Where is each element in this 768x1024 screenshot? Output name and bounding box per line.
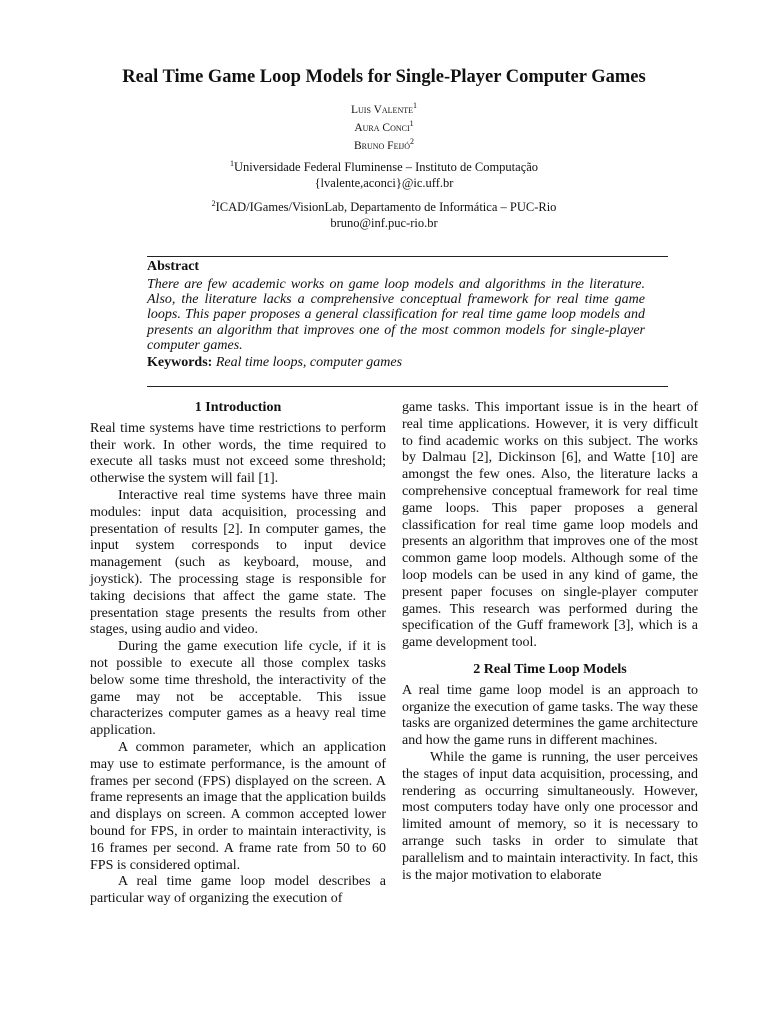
author: Luis Valente$^1$ xyxy=(351,101,417,116)
paragraph: A real time game loop model describes a particular way of organizing the execution of xyxy=(90,874,386,907)
paragraph: A real time game loop model is an approach to organize the execution of game tasks. The way these tasks are organized determines the game architecture and how the game runs in different machines. xyxy=(402,682,698,749)
paragraph: Interactive real time systems have three main modules: input data acquisition, processing and presentation of results [2]. In computer games, the input system corresponds to input device management (such as keyboard, mouse, and joystick). The processing stage is responsible for taking decisions that affect the game state. The presentation stage presents the results from other stages, using audio and video. xyxy=(90,487,386,638)
divider xyxy=(147,256,668,257)
paragraph: While the game is running, the user perceives the stages of input data acquisition, processing, and rendering as occurring simultaneously. However, most computers today have only one processor and limited amount of memory, so it is necessary to arrange such tasks in order to simulate that parallelism and to maintain interactivity. In fact, this is the major motivation to elaborate xyxy=(402,749,698,883)
keywords-label: Keywords: xyxy=(147,355,213,370)
divider xyxy=(147,386,668,387)
section-heading: 2 Real Time Loop Models xyxy=(473,661,627,677)
abstract-text: There are few academic works on game loop models and algorithms in the literature. Also, the literature lacks a comprehensive conceptual framework for real time game loops. This paper proposes a general classification for real time game loop models and presents an algorithm that improves one of the most common models for single-player computer games. xyxy=(147,277,645,353)
keywords xyxy=(147,355,402,371)
paper-title: Real Time Game Loop Models for Single-Player Computer Games xyxy=(122,67,646,87)
right-column xyxy=(402,400,698,884)
abstract-heading: Abstract xyxy=(147,259,200,274)
section-heading: 1 Introduction xyxy=(194,400,282,415)
keywords-text: Real time loops, computer games xyxy=(215,355,403,370)
paragraph: During the game execution life cycle, if it is not possible to execute all those complex tasks below some time threshold, the interactivity of the game may not be acceptable. This issue characterizes computer games as a heavy real time application. xyxy=(90,639,386,739)
affiliation: $^1$Universidade Federal Fluminense – Instituto de Computação {lvalente,aconci}@ic.uff.br xyxy=(0,156,768,191)
affiliation: $^2$ICAD/IGames/VisionLab, Departamento de Informática – PUC-Rio bruno@inf.puc-rio.br xyxy=(0,196,768,231)
paragraph: A common parameter, which an application may use to estimate performance, is the amount of frames per second (FPS) displayed on the screen. A frame represents an image that the application builds and displays on screen. A common accepted lower bound for FPS, in order to maintain interactivity, is 16 frames per second. A frame rate from 50 to 60 FPS is considered optimal. xyxy=(90,739,386,873)
author: Bruno Feijó$^2$ xyxy=(353,136,415,152)
paragraph: game tasks. This important issue is in the heart of real time applications. However, it is very difficult to find academic works on this subject. The works by Dalmau [2], Dickinson [6], and Watte [10] are amongst the few ones. Also, the literature lacks a comprehensive conceptual framework for real time game loops. This paper proposes a general classification for real time game loop models and presents an algorithm that improves one of the most common game loop models. Although some of the loop models can be used in any kind of game, the present paper focuses on single-player computer games. This research was performed during the specification of the Guff framework [3], which is a game development tool. xyxy=(402,400,698,651)
paragraph: Real time systems have time restrictions to perform their work. In other words, the time required to execute all tasks must not exceed some threshold; otherwise the system will fail [1]. xyxy=(90,420,386,487)
left-column xyxy=(90,400,386,908)
affiliation-email: {lvalente,aconci}@ic.uff.br xyxy=(314,176,454,191)
author-list xyxy=(0,99,768,152)
author: Aura Conci$^1$ xyxy=(354,118,414,134)
affiliation-email: bruno@inf.puc-rio.br xyxy=(330,216,438,231)
